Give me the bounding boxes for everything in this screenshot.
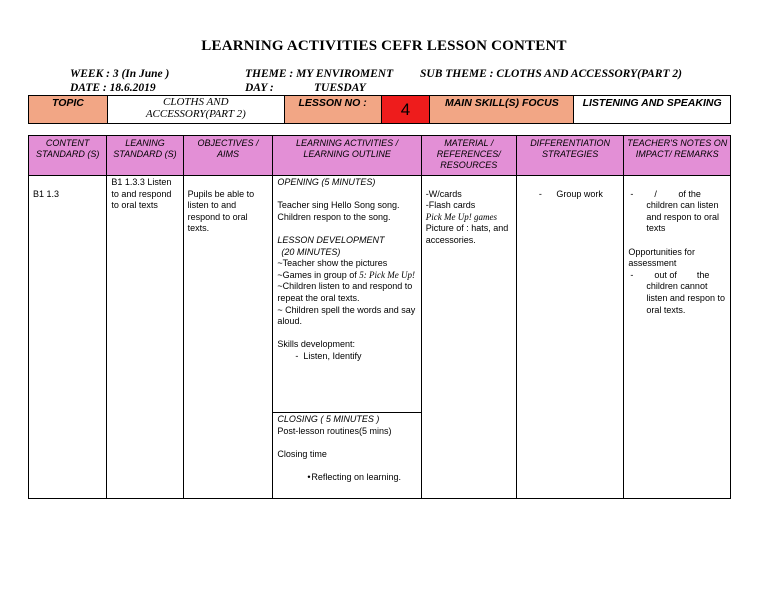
development-line-2a: ~Games in group of — [277, 269, 357, 280]
meta-sub-theme: SUB THEME : CLOTHS AND ACCESSORY(PART 2) — [420, 68, 682, 80]
lesson-table-body — [29, 176, 731, 499]
material-3: Pick Me Up! games — [425, 211, 497, 222]
skills-item: - Listen, Identify — [277, 351, 416, 363]
development-line-2 — [277, 270, 416, 282]
cell-notes — [624, 176, 731, 499]
cell-differentiation — [516, 176, 624, 499]
closing-heading: CLOSING ( 5 MINUTES ) — [277, 414, 380, 424]
meta-day-value: TUESDAY — [314, 82, 366, 94]
lesson-table — [28, 135, 731, 499]
lesson-no-value: 4 — [381, 96, 430, 124]
differentiation-dash: - — [538, 188, 542, 199]
main-skill-label: MAIN SKILL(S) FOCUS — [430, 96, 574, 124]
notes-item-2 — [628, 270, 726, 316]
topic-value-line1: CLOTHS AND — [163, 96, 229, 108]
development-time: (20 MINUTES) — [281, 246, 341, 257]
header-activities: LEARNING ACTIVITIES / LEARNING OUTLINE — [273, 136, 421, 176]
opening-line-2: Children respon to the song. — [277, 211, 391, 222]
cell-objectives — [183, 176, 273, 499]
header-objectives: OBJECTIVES / AIMS — [183, 136, 273, 176]
header-learning-standard: LEANING STANDARD (S) — [107, 136, 183, 176]
cell-material — [421, 176, 516, 499]
closing-item: • Reflecting on learning. — [277, 472, 416, 484]
meta-day-label: DAY : — [245, 82, 274, 94]
meta-date: DATE : 18.6.2019 — [70, 82, 156, 94]
development-line-1: ~Teacher show the pictures — [277, 258, 388, 269]
notes-item-2-text: out of the children cannot listen and respon to oral texts. — [646, 269, 728, 315]
meta-week: WEEK : 3 (In June ) — [70, 68, 170, 80]
lesson-table-header — [29, 136, 731, 176]
opening-line-1: Teacher sing Hello Song song. — [277, 200, 400, 211]
activities-main-section — [273, 176, 420, 413]
differentiation-text: Group work — [556, 188, 603, 199]
topic-value — [107, 96, 284, 124]
differentiation-item — [521, 189, 620, 201]
opening-heading: OPENING (5 MINUTES) — [277, 177, 376, 187]
activities-closing-section — [273, 413, 420, 485]
material-4: Picture of : hats, and accessories. — [425, 223, 509, 245]
development-line-3: ~Children listen to and respond to repeat the oral texts. — [277, 281, 413, 303]
material-2: -Flash cards — [425, 200, 476, 211]
learning-standard-text: B1 1.3.3 Listen to and respond to oral texts — [111, 177, 172, 211]
meta-theme: THEME : MY ENVIROMENT — [245, 68, 394, 80]
cell-content-standard — [29, 176, 107, 499]
cell-learning-standard — [107, 176, 183, 499]
notes-item-2-dash: - — [630, 269, 634, 280]
closing-line-1: Post-lesson routines(5 mins) — [277, 425, 392, 436]
development-heading: LESSON DEVELOPMENT — [277, 234, 385, 245]
skills-heading: Skills development: — [277, 339, 355, 350]
development-line-4: ~ Children spell the words and say aloud. — [277, 304, 416, 327]
notes-item-1 — [628, 189, 726, 235]
closing-time: Closing time — [277, 448, 327, 459]
lesson-no-label: LESSON NO : — [284, 96, 381, 124]
document-title: LEARNING ACTIVITIES CEFR LESSON CONTENT — [201, 38, 567, 54]
header-differentiation: DIFFERENTIATION STRATEGIES — [516, 136, 624, 176]
topic-value-line2: ACCESSORY(PART 2) — [145, 108, 246, 120]
development-line-2b: 5: Pick Me Up! — [359, 269, 415, 280]
main-skill-value: LISTENING AND SPEAKING — [574, 96, 731, 124]
notes-item-1-text: of the children can listen and respon to oral texts — [646, 188, 719, 234]
objectives-text: Pupils be able to listen to and respond to oral texts. — [187, 188, 255, 234]
notes-opportunities: Opportunities for assessment — [628, 246, 695, 269]
content-standard-text: B1 1.3 — [33, 188, 60, 199]
notes-item-1-slash: / — [654, 188, 657, 199]
header-material: MATERIAL / REFERENCES/ RESOURCES — [421, 136, 516, 176]
header-notes: TEACHER'S NOTES ON IMPACT/ REMARKS — [624, 136, 731, 176]
topic-label: TOPIC — [29, 96, 108, 124]
header-content-standard: CONTENT STANDARD (S) — [29, 136, 107, 176]
topic-table — [28, 95, 731, 124]
notes-item-1-dash: - — [630, 188, 634, 199]
material-1: -W/cards — [425, 188, 462, 199]
cell-activities — [273, 176, 421, 499]
